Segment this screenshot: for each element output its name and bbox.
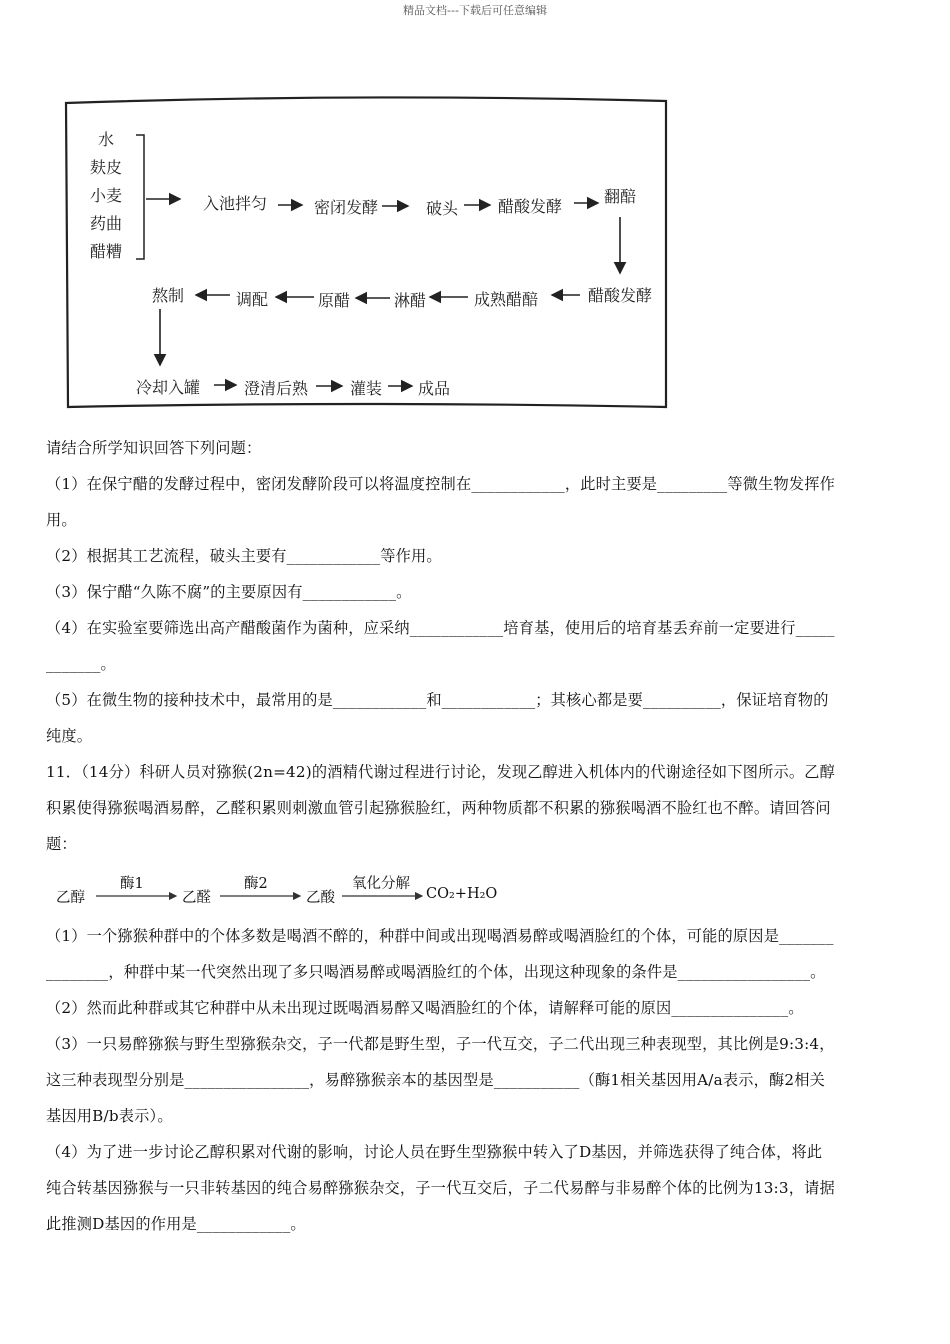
flowchart-lines [60, 95, 670, 415]
step-label: 破头 [426, 199, 459, 218]
input-label: 药曲 [90, 214, 123, 233]
question-line: 基因用B/b表示）。 [46, 1107, 173, 1125]
input-label: 麸皮 [90, 158, 123, 177]
step-label: 醋酸发酵 [498, 197, 563, 216]
question-line: 纯合转基因猕猴与一只非转基因的纯合易醉猕猴杂交，子一代互交后，子二代易醉与非易醉个体的比例为13:3，请据 [46, 1179, 835, 1197]
question-line: 纯度。 [46, 727, 93, 745]
step-label: 密闭发酵 [314, 198, 379, 217]
step-label: 调配 [236, 290, 269, 309]
input-label: 小麦 [90, 186, 123, 205]
question-line: （4）在实验室要筛选出高产醋酸菌作为菌种，应采纳____________培育基，使用后的培育基丢弃前一定要进行_____ [46, 619, 835, 637]
pathway-node: CO₂+H₂O [426, 886, 498, 902]
question-line: （1）一个猕猴种群中的个体多数是喝酒不醉的，种群中间或出现喝酒易醉或喝酒脸红的个体，可能的原因是_______ [46, 927, 834, 945]
step-label: 入池拌匀 [203, 194, 268, 213]
pathway-node: 乙醛 [182, 890, 211, 906]
step-label: 成熟醋醅 [474, 290, 539, 309]
pathway-node: 乙醇 [56, 890, 85, 906]
question-line: （1）在保宁醋的发酵过程中，密闭发酵阶段可以将温度控制在____________，此时主要是_________等微生物发挥作 [46, 475, 836, 493]
question-line: （4）为了进一步讨论乙醇积累对代谢的影响，讨论人员在野生型猕猴中转入了D基因，并筛选获得了纯合体，将此 [46, 1143, 823, 1161]
question-line: 题： [46, 835, 77, 853]
question-line: 用。 [46, 511, 77, 529]
step-label: 熬制 [152, 286, 185, 305]
question-line: 积累使得猕猴喝酒易醉，乙醛积累则刺激血管引起猕猴脸红，两种物质都不积累的猕猴喝酒不脸红也不醉。请回答问 [46, 799, 831, 817]
instruction-text: 请结合所学知识回答下列问题： [46, 439, 262, 457]
pathway-enzyme-label: 氧化分解 [352, 876, 410, 892]
input-label: 水 [98, 130, 115, 149]
step-label: 翻醅 [604, 187, 637, 206]
step-label: 淋醋 [394, 291, 427, 310]
question-line: _______。 [46, 655, 116, 673]
question-line: 此推测D基因的作用是____________。 [46, 1215, 306, 1233]
page-header: 精品文档---下载后可任意编辑 [403, 4, 547, 17]
question-line: （3）一只易醉猕猴与野生型猕猴杂交，子一代都是野生型，子一代互交，子二代出现三种表现型，其比例是9:3:4， [46, 1035, 835, 1053]
question-line: 这三种表现型分别是________________，易醉猕猴亲本的基因型是___________（酶1相关基因用A/a表示，酶2相关 [46, 1071, 826, 1089]
pathway-enzyme-label: 酶2 [244, 876, 268, 892]
question-line: （5）在微生物的接种技术中，最常用的是____________和____________；其核心都是要__________，保证培育物的 [46, 691, 829, 709]
question-line: （3）保宁醋“久陈不腐”的主要原因有____________。 [46, 583, 412, 601]
step-label: 冷却入罐 [136, 378, 201, 397]
question-line: （2）然而此种群或其它种群中从未出现过既喝酒易醉又喝酒脸红的个体，请解释可能的原因_______________。 [46, 999, 804, 1017]
question-line: （2）根据其工艺流程，破头主要有____________等作用。 [46, 547, 442, 565]
step-label: 澄清后熟 [244, 379, 309, 398]
question-line: 11．（14分）科研人员对猕猴(2n=42)的酒精代谢过程进行讨论，发现乙醇进入机体内的代谢途径如下图所示。乙醇 [46, 763, 836, 781]
step-label: 成品 [418, 379, 451, 398]
question-line: ________，种群中某一代突然出现了多只喝酒易醉或喝酒脸红的个体，出现这种现象的条件是_________________。 [46, 963, 826, 981]
step-label: 原醋 [318, 291, 351, 310]
step-label: 灌装 [350, 379, 383, 398]
input-label: 醋糟 [90, 242, 123, 261]
pathway-enzyme-label: 酶1 [120, 876, 144, 892]
pathway-node: 乙酸 [306, 890, 335, 906]
metabolic-pathway [56, 872, 496, 908]
step-label: 醋酸发酵 [588, 286, 653, 305]
process-flowchart [60, 95, 670, 415]
